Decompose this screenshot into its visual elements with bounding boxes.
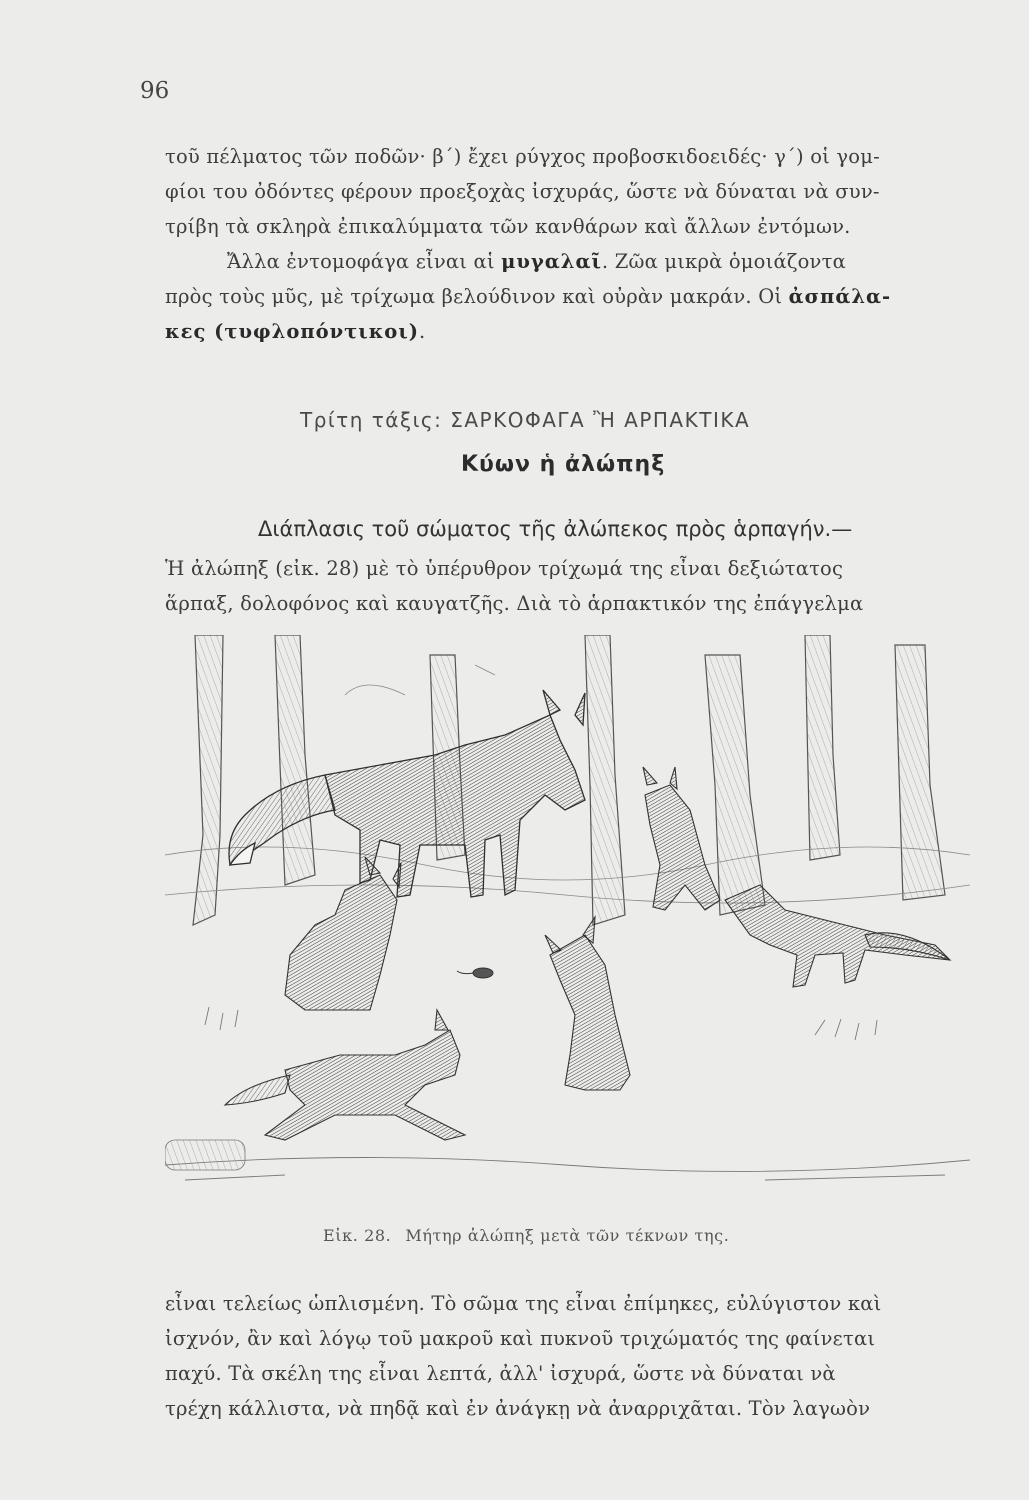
top-paragraph xyxy=(165,139,1025,349)
fox-cub-walking-right xyxy=(725,885,950,987)
figure-number: Εἰκ. 28. xyxy=(323,1226,392,1245)
order-heading: Τρίτη τάξις: ΣΑΡΚΟΦΑΓΑ Ἢ ΑΡΠΑΚΤΙΚΑ xyxy=(300,408,751,432)
ground xyxy=(165,1007,970,1180)
bottom-paragraph xyxy=(165,1286,1025,1426)
caption-text: Μήτηρ ἀλώπηξ μετὰ τῶν τέκνων της. xyxy=(405,1226,730,1245)
text-line: παχύ. Τὰ σκέλη της εἶναι λεπτά, ἀλλ' ἰσχυρά, ὥστε νὰ δύναται νὰ xyxy=(165,1362,836,1385)
fox-cub-sitting-left xyxy=(285,857,401,1010)
page-number: 96 xyxy=(140,78,170,104)
text-line: φίοι του ὀδόντες φέρουν προεξοχὰς ἰσχυράς, ὥστε νὰ δύναται νὰ συν- xyxy=(165,180,880,203)
text-segment: . Ζῶα μικρὰ ὁμοιάζοντα xyxy=(601,250,846,273)
fox-cub-sitting-right xyxy=(643,767,720,910)
text-line: τρέχη κάλλιστα, νὰ πηδᾷ καὶ ἐν ἀνάγκῃ νὰ ἀναρριχᾶται. Τὸν λαγωὸν xyxy=(165,1397,871,1420)
middle-paragraph xyxy=(165,551,1025,621)
figure-caption xyxy=(323,1226,729,1245)
text-line: τρίβη τὰ σκληρὰ ἐπικαλύμματα τῶν κανθάρων καὶ ἄλλων ἐντόμων. xyxy=(165,215,851,238)
text-line: ἰσχνόν, ἂν καὶ λόγῳ τοῦ μακροῦ καὶ πυκνοῦ τριχώματός της φαίνεται xyxy=(165,1327,876,1350)
fox-cub-crouching xyxy=(225,1010,465,1140)
mouse xyxy=(457,968,493,978)
text-segment: πρὸς τοὺς μῦς, μὲ τρίχωμα βελούδινον καὶ οὐρὰν μακράν. Οἱ xyxy=(165,285,789,308)
text-line: τοῦ πέλματος τῶν ποδῶν· β΄) ἔχει ρύγχος προβοσκιδοειδές· γ΄) οἱ γομ- xyxy=(165,145,880,168)
text-line: Ἡ ἀλώπηξ (εἰκ. 28) μὲ τὸ ὑπέρυθρον τρίχωμά της εἶναι δεξιώτατος xyxy=(165,557,844,580)
text-line: ἅρπαξ, δολοφόνος καὶ καυγατζῆς. Διὰ τὸ ἁρπακτικόν της ἐπάγγελμα xyxy=(165,592,864,615)
fox-family-illustration xyxy=(165,635,970,1190)
species-title: Κύων ἡ ἀλώπηξ xyxy=(461,452,666,477)
text-line xyxy=(165,244,1025,279)
term-aspalakes: ἀσπάλα- xyxy=(788,285,892,308)
text-segment: Ἄλλα ἐντομοφάγα εἶναι αἱ xyxy=(227,250,502,273)
term-mygalai: μυγαλαῖ xyxy=(501,250,602,273)
term-tyflopontikoi: κες (τυφλοπόντικοι) xyxy=(165,320,419,343)
text-line xyxy=(165,279,1025,314)
text-line xyxy=(165,314,1025,349)
text-segment: . xyxy=(418,320,426,343)
text-line: εἶναι τελείως ὡπλισμένη. Τὸ σῶμα της εἶναι ἐπίμηκες, εὐλύγιστον καὶ xyxy=(165,1292,882,1315)
section-heading: Διάπλασις τοῦ σώματος τῆς ἀλώπεκος πρὸς ἁρπαγήν.— xyxy=(258,517,853,541)
fox-cub-sitting-centre xyxy=(545,917,630,1090)
